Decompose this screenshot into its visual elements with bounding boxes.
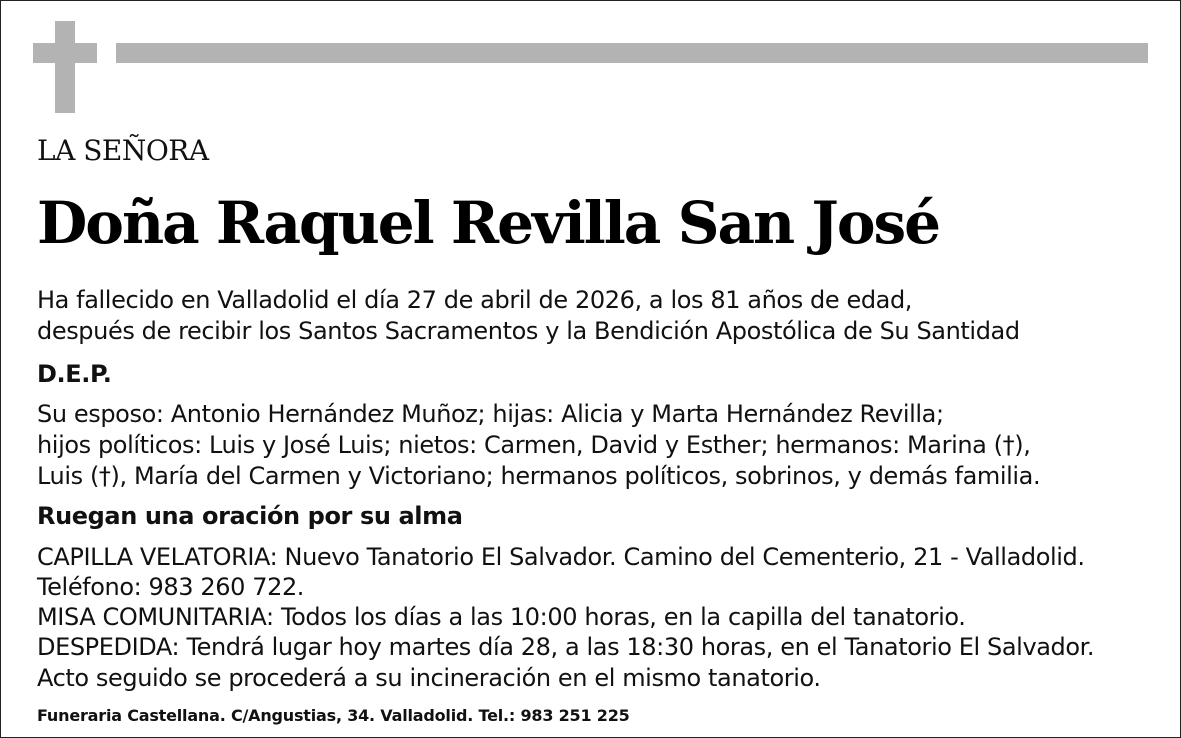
family-line-3: Luis (†), María del Carmen y Victoriano; hermanos políticos, sobrinos, y demás familia. [37,462,1041,490]
family-line-2: hijos políticos: Luis y José Luis; nietos: Carmen, David y Esther; hermanos: Marina (†), [37,431,1031,459]
header-rule [116,43,1148,63]
cross-horizontal-bar [33,43,97,63]
details-line-3: MISA COMUNITARIA: Todos los días a las 10:00 horas, en la capilla del tanatorio. [37,603,966,631]
announcement-line-2: después de recibir los Santos Sacramentos y la Bendición Apostólica de Su Santidad [37,317,1020,345]
details-line-2: Teléfono: 983 260 722. [37,573,305,601]
details-line-4: DESPEDIDA: Tendrá lugar hoy martes día 28, a las 18:30 horas, en el Tanatorio El Salvador. [37,633,1095,661]
dep-label: D.E.P. [37,360,112,388]
deceased-name: Doña Raquel Revilla San José [37,189,940,257]
announcement-line-1: Ha fallecido en Valladolid el día 27 de abril de 2026, a los 81 años de edad, [37,286,913,314]
funeral-home-footer: Funeraria Castellana. C/Angustias, 34. Valladolid. Tel.: 983 251 225 [37,706,630,725]
family-line-1: Su esposo: Antonio Hernández Muñoz; hijas: Alicia y Marta Hernández Revilla; [37,400,944,428]
details-line-1: CAPILLA VELATORIA: Nuevo Tanatorio El Salvador. Camino del Cementerio, 21 - Valladolid. [37,543,1085,571]
cross-vertical-bar [55,21,75,113]
honorific: LA SEÑORA [37,134,209,167]
prayer-request: Ruegan una oración por su alma [37,502,463,530]
details-line-5: Acto seguido se procederá a su incineración en el mismo tanatorio. [37,664,821,692]
